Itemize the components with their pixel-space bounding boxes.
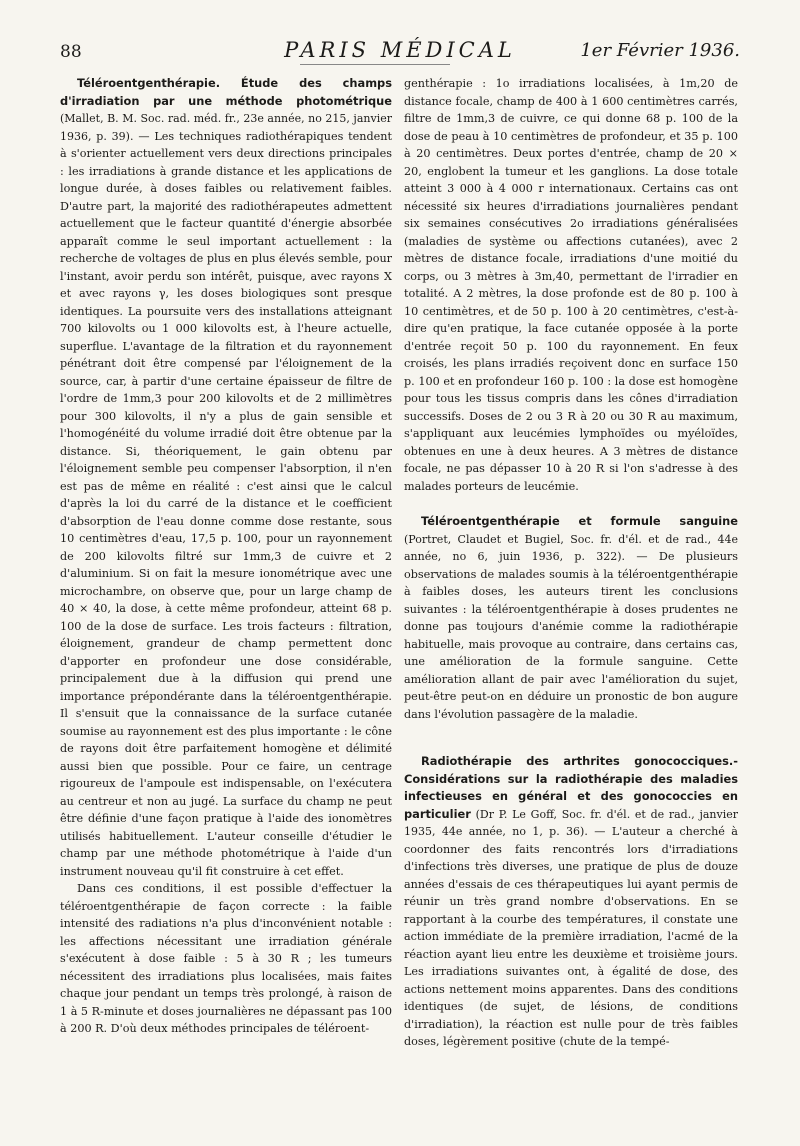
page-number: 88 [60,42,82,62]
article-heading: Radiothérapie des arthrites gonococciques.- Considérations sur la radiothérapie des maladies infectieuses en général et des gonococcies en particulier [404,754,738,821]
article-body: — Les techniques radiothérapiques tendent à s'orienter actuellement vers deux directions principales : les irradiations à grande distance et les applications de longue durée, à doses faibles ou relativement faibles. D'autre part, la majorité des radiothérapeutes admettent actuellement que le facteur quantité d'énergie absorbée apparaît comme le seul important actuellement : la recherche de voltages de plus en plus élevés semble, pour l'instant, avoir perdu son intérêt, puisque, avec rayons X et avec rayons γ, les doses biologiques sont presque identiques. La poursuite vers des installations atteignant 700 kilovolts ou 1 000 kilovolts est, à l'heure actuelle, superflue. L'avantage de la filtration et du rayonnement pénétrant doit être compensé par l'éloignement de la source, car, à partir d'une certaine épaisseur de filtre de l'ordre de 1mm,3 pour 200 kilovolts et de 2 millimètres pour 300 kilovolts, il n'y a plus de gain sensible et l'homogénéité du volume irradié doit être obtenue par la distance. Si, théoriquement, le gain obtenu par l'éloignement semble peu compenser l'absorption, il n'en est pas de même en réalité : c'est ainsi que le calcul d'après la loi du carré de la distance et le coefficient d'absorption de l'eau donne comme dose restante, sous 10 centimètres d'eau, 17,5 p. 100, pour un rayonnement de 200 kilovolts filtré sur 1mm,3 de cuivre et 2 d'aluminium. Si on fait la mesure ionométrique avec une microchambre, on observe que, pour un large champ de 40 × 40, la dose, à cette même profondeur, atteint 68 p. 100 de la dose de surface. Les trois facteurs : filtration, éloignement, grandeur de champ permettent donc d'apporter en profondeur une dose considérable, principalement due à la diffusion qui prend une importance prépondérante dans la téléroentgenthérapie. Il s'ensuit que la connaissance de la surface cutanée soumise au rayonnement est des plus importante : le cône de rayons doit être parfaitement homogène et délimité aussi bien que possible. Pour ce faire, un centrage rigoureux de l'ampoule est indispensable, on l'exécutera au centreur et non au jugé. La surface du champ ne peut être définie d'une façon pratique à l'aide des ionomètres utilisés habituellement. L'auteur conseille d'étudier le champ par une méthode photométrique à l'aide d'un instrument nouveau qu'il fit construire à cet effet. [60,129,392,878]
header-rule [300,64,450,65]
article-reference: (Dr P. Le Goff, Soc. fr. d'él. et de rad., janvier 1935, 44e année, no 1, p. 36). [404,807,738,838]
article-teleroentgen-photometric [60,75,392,880]
article-reference: (Mallet, B. M. Soc. rad. méd. fr., 23e année, no 215, janvier 1936, p. 39). [60,112,392,143]
article-continuation: genthérapie : 1o irradiations localisées, à 1m,20 de distance focale, champ de 400 à 1 600 centimètres carrés, filtre de 1mm,3 de cuivre, ce qui donne 68 p. 100 de la dose de peau à 10 centimètres de profondeur, et 35 p. 100 à 20 centimètres. Deux portes d'entrée, champ de 20 × 20, englobent la tumeur et les ganglions. La dose totale atteint 3 000 à 4 000 r internationaux. Certains cas ont nécessité six heures d'irradiations journalières pendant six semaines consécutives 2o irradiations généralisées (maladies de système ou affections cutanées), avec 2 mètres de distance focale, irradiations d'une moitié du corps, ou 3 mètres à 3m,40, permettant de l'irradier en totalité. A 2 mètres, la dose profonde est de 80 p. 100 à 10 centimètres, et de 50 p. 100 à 20 centimètres, c'est-à-dire qu'en pratique, la face cutanée opposée à la porte d'entrée reçoit 50 p. 100 du rayonnement. En feux croisés, les plans irradiés reçoivent donc en surface 150 p. 100 et en profondeur 160 p. 100 : la dose est homogène pour tous les tissus compris dans les cônes d'irradiation successifs. Doses de 2 ou 3 R à 20 ou 30 R au maximum, s'appliquant aux leucémies lymphoïdes ou myéloïdes, obtenues en une à deux heures. A 3 mètres de distance focale, ne pas dépasser 10 à 20 R si l'on s'adresse à des malades porteurs de leucémie. [404,77,738,493]
journal-title: PARIS MÉDICAL [284,38,516,62]
article-reference: (Portret, Claudet et Bugiel, Soc. fr. d'él. et de rad., 44e année, no 6, juin 1936, p. 322). [404,532,738,563]
page-header [60,32,740,72]
issue-date: 1er Février 1936. [580,40,740,61]
article-heading: Téléroentgenthérapie. Étude des champs d'irradiation par une méthode photométrique [60,76,392,108]
article-arthrites-gonococciques [404,753,738,1051]
article-body: — L'auteur a cherché à coordonner des faits rencontrés lors d'irradiations d'infections très diverses, une pratique de plus de douze années d'essais de ces thérapeutiques lui ayant permis de réunir un très grand nombre d'observations. En se rapportant à la courbe des températures, il constate une action immédiate de la première irradiation, l'acmé de la réaction ayant lieu entre les deuxième et troisième jours. Les irradiations suivantes ont, à égalité de dose, des actions nettement moins apparentes. Dans des conditions identiques (de sujet, de lésions, de conditions d'irradiation), la réaction est nulle pour de très faibles doses, légèrement positive (chute de la tempé- [404,825,738,1048]
right-column [404,75,738,1051]
article-formule-sanguine [404,513,738,723]
article-body: — De plusieurs observations de malades soumis à la téléroentgenthérapie à faibles doses, les auteurs tirent les conclusions suivantes : la téléroentgenthérapie à doses prudentes ne donne pas toujours d'anémie comme la radiothérapie habituelle, mais provoque au contraire, dans certains cas, une amélioration de la formule sanguine. Cette amélioration allant de pair avec l'amélioration du sujet, peut-être peut-on en déduire un pronostic de bon augure dans l'évolution passagère de la maladie. [404,550,738,721]
article-paragraph: Dans ces conditions, il est possible d'effectuer la téléroentgenthérapie de façon correcte : la faible intensité des radiations n'a plus d'inconvénient notable : les affections nécessitant une irradiation générale s'exécutent à dose faible : 5 à 30 R ; les tumeurs nécessitent des irradiations plus localisées, mais faites chaque jour pendant un temps très prolongé, à raison de 1 à 5 R-minute et doses journalières ne dépassant pas 100 à 200 R. D'où deux méthodes principales de téléroent- [60,882,392,1035]
left-column [60,75,392,1038]
article-heading: Téléroentgenthérapie et formule sanguine [421,514,738,528]
